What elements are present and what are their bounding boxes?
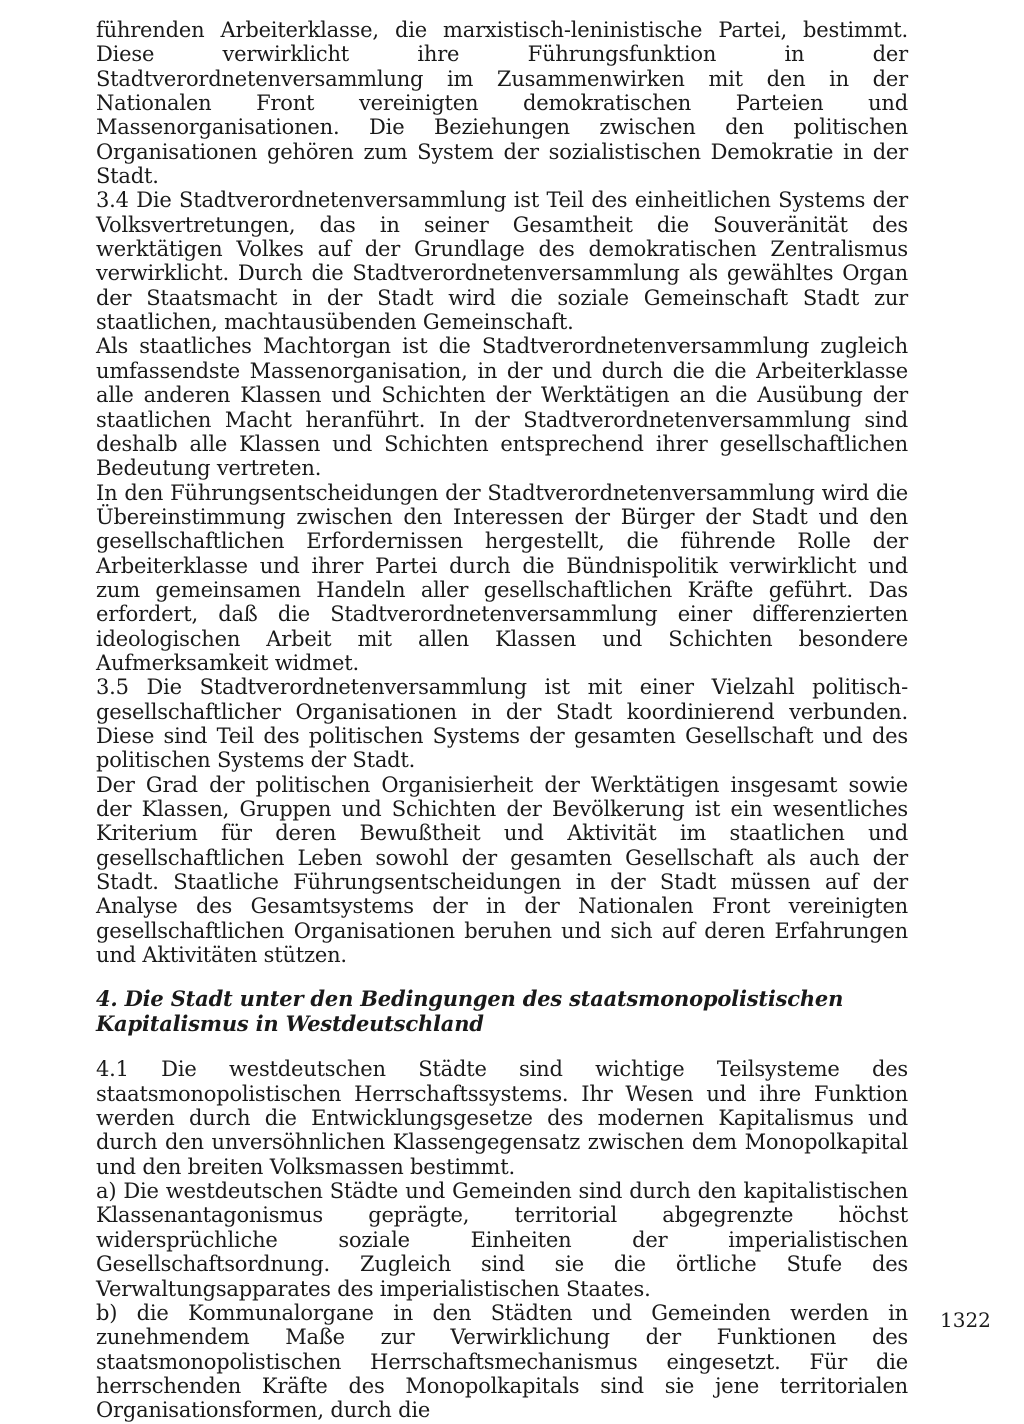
paragraph-3-5: 3.5 Die Stadtverordnetenversammlung ist mit einer Vielzahl politisch-gesellschaftlicher Organisationen in der Stadt koordinierend verbunden. Diese sind Teil des politischen Systems der gesamten Gesellschaft und des politischen Systems der Stadt.	[96, 675, 908, 773]
section-heading-4: 4. Die Stadt unter den Bedingungen des staatsmonopolistischen Kapitalismus in Westdeutschland	[96, 986, 844, 1037]
paragraph-fuehrungsentscheidungen: In den Führungsentscheidungen der Stadtverordnetenversammlung wird die Übereinstimmung zwischen den Interessen der Bürger der Stadt und den gesellschaftlichen Erfordernissen hergestellt, die führende Rolle der Arbeiterklasse und ihrer Partei durch die Bündnispolitik verwirklicht und zum gemeinsamen Handeln aller gesellschaftlichen Kräfte geführt. Das erfordert, daß die Stadtverordnetenversammlung einer differenzierten ideologischen Arbeit mit allen Klassen und Schichten besondere Aufmerksamkeit widmet.	[96, 480, 908, 675]
page-body	[96, 18, 908, 1423]
paragraph-3-4: 3.4 Die Stadtverordnetenversammlung ist Teil des einheitlichen Systems der Volksvertretungen, das in seiner Gesamtheit die Souveränität des werktätigen Volkes auf der Grundlage des demokratischen Zentralismus verwirklicht. Durch die Stadtverordnetenversammlung als gewähltes Organ der Staatsmacht in der Stadt wird die soziale Gemeinschaft Stadt zur staatlichen, machtausübenden Gemeinschaft.	[96, 188, 908, 335]
paragraph-organisiertheit: Der Grad der politischen Organisierheit der Werktätigen insgesamt sowie der Klassen, Gruppen und Schichten der Bevölkerung ist ein wesentliches Kriterium für deren Bewußtheit und Aktivität im staatlichen und gesellschaftlichen Leben sowohl der gesamten Gesellschaft als auch der Stadt. Staatliche Führungsentscheidungen in der Stadt müssen auf der Analyse des Gesamtsystems der in der Nationalen Front vereinigten gesellschaftlichen Organisationen beruhen und sich auf deren Erfahrungen und Aktivitäten stützen.	[96, 772, 908, 968]
paragraph-4-1-b: b) die Kommunalorgane in den Städten und Gemeinden werden in zunehmendem Maße zur Verwirklichung der Funktionen des staatsmonopolistischen Herrschaftsmechanismus eingesetzt. Für die herrschenden Kräfte des Monopolkapitals sind sie jene territorialen Organisationsformen, durch die	[96, 1300, 908, 1423]
page-number: 1322	[940, 1308, 991, 1332]
paragraph-4-1: 4.1 Die westdeutschen Städte sind wichtige Teilsysteme des staatsmonopolistischen Herrschaftssystems. Ihr Wesen und ihre Funktion werden durch die Entwicklungsgesetze des modernen Kapitalismus und durch den unversöhnlichen Klassengegensatz zwischen dem Monopolkapital und den breiten Volksmassen bestimmt.	[96, 1057, 908, 1179]
paragraph-machtorgan: Als staatliches Machtorgan ist die Stadtverordnetenversammlung zugleich umfassendste Massenorganisation, in der und durch die die Arbeiterklasse alle anderen Klassen und Schichten der Werktätigen an die Ausübung der staatlichen Macht heranführt. In der Stadtverordnetenversammlung sind deshalb alle Klassen und Schichten entsprechend ihrer gesellschaftlichen Bedeutung vertreten.	[96, 334, 908, 481]
paragraph-1: führenden Arbeiterklasse, die marxistisch-leninistische Partei, bestimmt. Diese verwirklicht ihre Führungsfunktion in der Stadtverordnetenversammlung im Zusammenwirken mit den in der Nationalen Front vereinigten demokratischen Parteien und Massenorganisationen. Die Beziehungen zwischen den politischen Organisationen gehören zum System der sozialistischen Demokratie in der Stadt.	[96, 18, 908, 189]
paragraph-4-1-a: a) Die westdeutschen Städte und Gemeinden sind durch den kapitalistischen Klassenantagonismus geprägte, territorial abgegrenzte höchst widersprüchliche soziale Einheiten der imperialistischen Gesellschaftsordnung. Zugleich sind sie die örtliche Stufe des Verwaltungsapparates des imperialistischen Staates.	[96, 1179, 908, 1301]
